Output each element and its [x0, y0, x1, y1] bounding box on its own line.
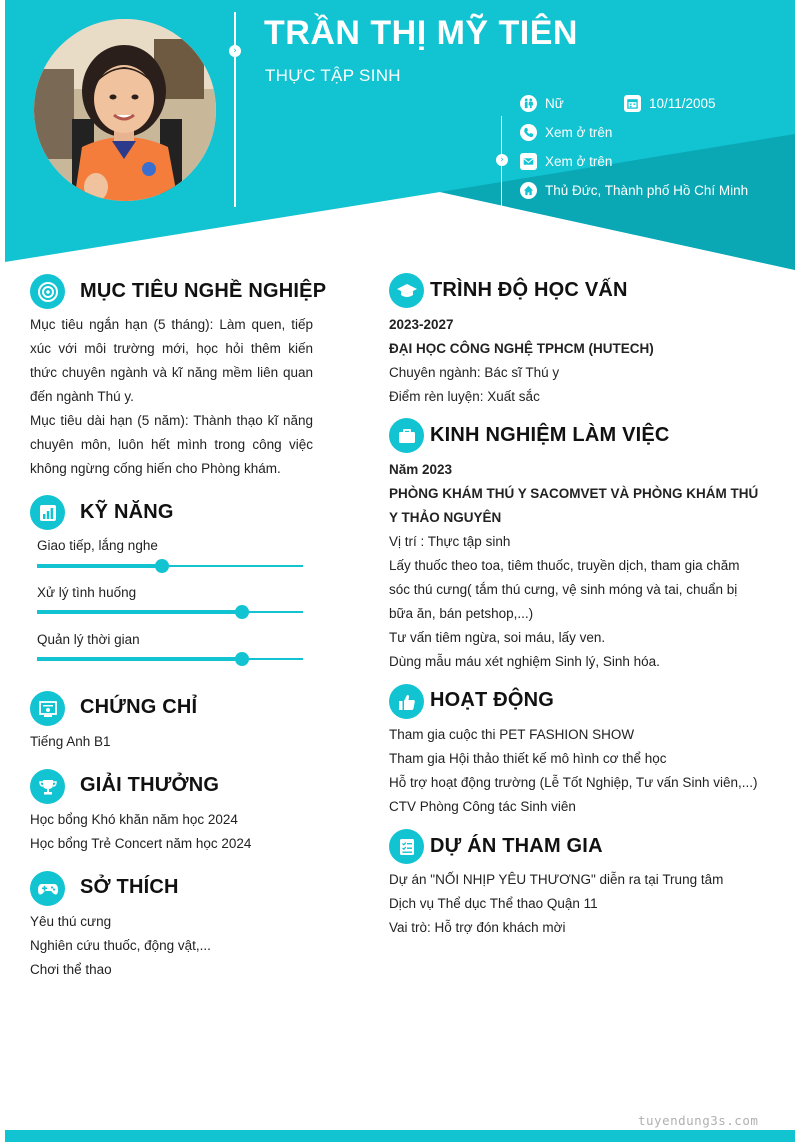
- hobby-item: Chơi thể thao: [30, 962, 112, 977]
- header-divider: [234, 12, 236, 207]
- experience-duty: Lấy thuốc theo toa, tiêm thuốc, truyền dịch, tham gia chăm: [389, 558, 740, 573]
- contact-arrow-icon: ›: [496, 154, 508, 166]
- phone-text: Xem ở trên: [545, 125, 613, 140]
- experience-position: Vị trí : Thực tập sinh: [389, 534, 511, 549]
- skill-bar: [37, 565, 303, 567]
- target-icon: [30, 274, 65, 309]
- long-term-goal: Mục tiêu dài hạn (5 năm): Thành thạo kĩ năng chuyên môn, luôn hết mình trong công việc không ngừng cống hiến cho Phòng khám.: [30, 413, 313, 476]
- skill-bar-knob: [235, 652, 249, 666]
- activity-item: Tham gia cuộc thi PET FASHION SHOW: [389, 727, 635, 742]
- mail-icon: [520, 153, 537, 170]
- education-major: Chuyên ngành: Bác sĩ Thú y: [389, 365, 560, 380]
- address-text: Thủ Đức, Thành phố Hồ Chí Minh: [545, 183, 749, 198]
- divider-arrow-icon: ›: [229, 45, 241, 57]
- certificates-title: CHỨNG CHỈ: [80, 696, 198, 718]
- checklist-icon: [389, 829, 424, 864]
- contact-address: [520, 182, 748, 199]
- projects-title: DỰ ÁN THAM GIA: [430, 835, 603, 857]
- contact-gender: [520, 95, 564, 112]
- home-icon: [520, 182, 537, 199]
- briefcase-icon: [389, 418, 424, 453]
- skill-bar-fill: [37, 657, 242, 661]
- activities-title: HOẠT ĐỘNG: [430, 689, 555, 711]
- candidate-name: TRẦN THỊ MỸ TIÊN: [264, 14, 578, 52]
- footer-bar: [5, 1130, 795, 1142]
- skill-bar-knob: [155, 559, 169, 573]
- contact-email: [520, 153, 612, 170]
- candidate-role: THỰC TẬP SINH: [265, 66, 401, 85]
- phone-icon: [520, 124, 537, 141]
- graduation-cap-icon: [389, 273, 424, 308]
- gamepad-icon: [30, 871, 65, 906]
- education-title: TRÌNH ĐỘ HỌC VẤN: [430, 279, 628, 301]
- award-item: Học bổng Trẻ Concert năm học 2024: [30, 836, 252, 851]
- experience-period: Năm 2023: [389, 462, 453, 477]
- skill-bar: [37, 611, 303, 613]
- education-conduct: Điểm rèn luyện: Xuất sắc: [389, 389, 540, 404]
- project-item: Dịch vụ Thể dục Thể thao Quận 11: [389, 896, 598, 911]
- experience-company-cont: Y THẢO NGUYÊN: [389, 510, 502, 525]
- trophy-icon: [30, 769, 65, 804]
- project-item: Vai trò: Hỗ trợ đón khách mời: [389, 920, 566, 935]
- skill-label: Giao tiếp, lắng nghe: [37, 538, 158, 553]
- gender-text: Nữ: [545, 96, 564, 111]
- award-item: Học bổng Khó khăn năm học 2024: [30, 812, 238, 827]
- skill-bar: [37, 658, 303, 660]
- watermark: tuyendung3s.com: [638, 1113, 759, 1128]
- hobby-item: Yêu thú cưng: [30, 914, 112, 929]
- skill-label: Quản lý thời gian: [37, 632, 140, 647]
- experience-company: PHÒNG KHÁM THÚ Y SACOMVET VÀ PHÒNG KHÁM THÚ: [389, 486, 759, 501]
- bar-chart-icon: [30, 495, 65, 530]
- profile-photo: [34, 19, 216, 201]
- hobbies-title: SỞ THÍCH: [80, 876, 179, 898]
- email-text: Xem ở trên: [545, 154, 613, 169]
- calendar-icon: [624, 95, 641, 112]
- hobby-item: Nghiên cứu thuốc, động vật,...: [30, 938, 211, 953]
- certificate-icon: [30, 691, 65, 726]
- skills-title: KỸ NĂNG: [80, 501, 174, 523]
- short-term-goal: Mục tiêu ngắn hạn (5 tháng): Làm quen, tiếp xúc với môi trường mới, học hỏi thêm kiến thức chuyên ngành và kĩ năng mềm liên quan đến ngành Thú y.: [30, 317, 313, 404]
- birthday-text: 10/11/2005: [649, 96, 716, 111]
- thumbs-up-icon: [389, 684, 424, 719]
- skill-bar-fill: [37, 610, 242, 614]
- experience-duty-cont: sóc thú cưng( tắm thú cưng, vệ sinh móng và tai, chuẩn bị: [389, 582, 738, 597]
- skill-label: Xử lý tình huống: [37, 585, 137, 600]
- project-item: Dự án "NỐI NHỊP YÊU THƯƠNG" diễn ra tại Trung tâm: [389, 872, 724, 887]
- activity-item: Tham gia Hội thảo thiết kế mô hình cơ thể học: [389, 751, 667, 766]
- experience-duty: Dùng mẫu máu xét nghiệm Sinh lý, Sinh hóa.: [389, 654, 660, 669]
- career-objective-title: MỤC TIÊU NGHỀ NGHIỆP: [80, 280, 327, 302]
- certificate-item: Tiếng Anh B1: [30, 734, 111, 749]
- contact-birthday: [624, 95, 716, 112]
- activity-item: CTV Phòng Công tác Sinh viên: [389, 799, 576, 814]
- experience-duty: Tư vấn tiêm ngừa, soi máu, lấy ven.: [389, 630, 606, 645]
- skill-bar-knob: [235, 605, 249, 619]
- experience-duty-cont: bữa ăn, bán petshop,...): [389, 606, 534, 621]
- skill-bar-fill: [37, 564, 162, 568]
- education-period: 2023-2027: [389, 317, 454, 332]
- awards-title: GIẢI THƯỞNG: [80, 774, 220, 796]
- contact-phone: [520, 124, 612, 141]
- experience-title: KINH NGHIỆM LÀM VIỆC: [430, 424, 670, 446]
- education-school: ĐẠI HỌC CÔNG NGHỆ TPHCM (HUTECH): [389, 341, 654, 356]
- activity-item: Hỗ trợ hoạt động trường (Lễ Tốt Nghiệp, Tư vấn Sinh viên,...): [389, 775, 758, 790]
- gender-icon: [520, 95, 537, 112]
